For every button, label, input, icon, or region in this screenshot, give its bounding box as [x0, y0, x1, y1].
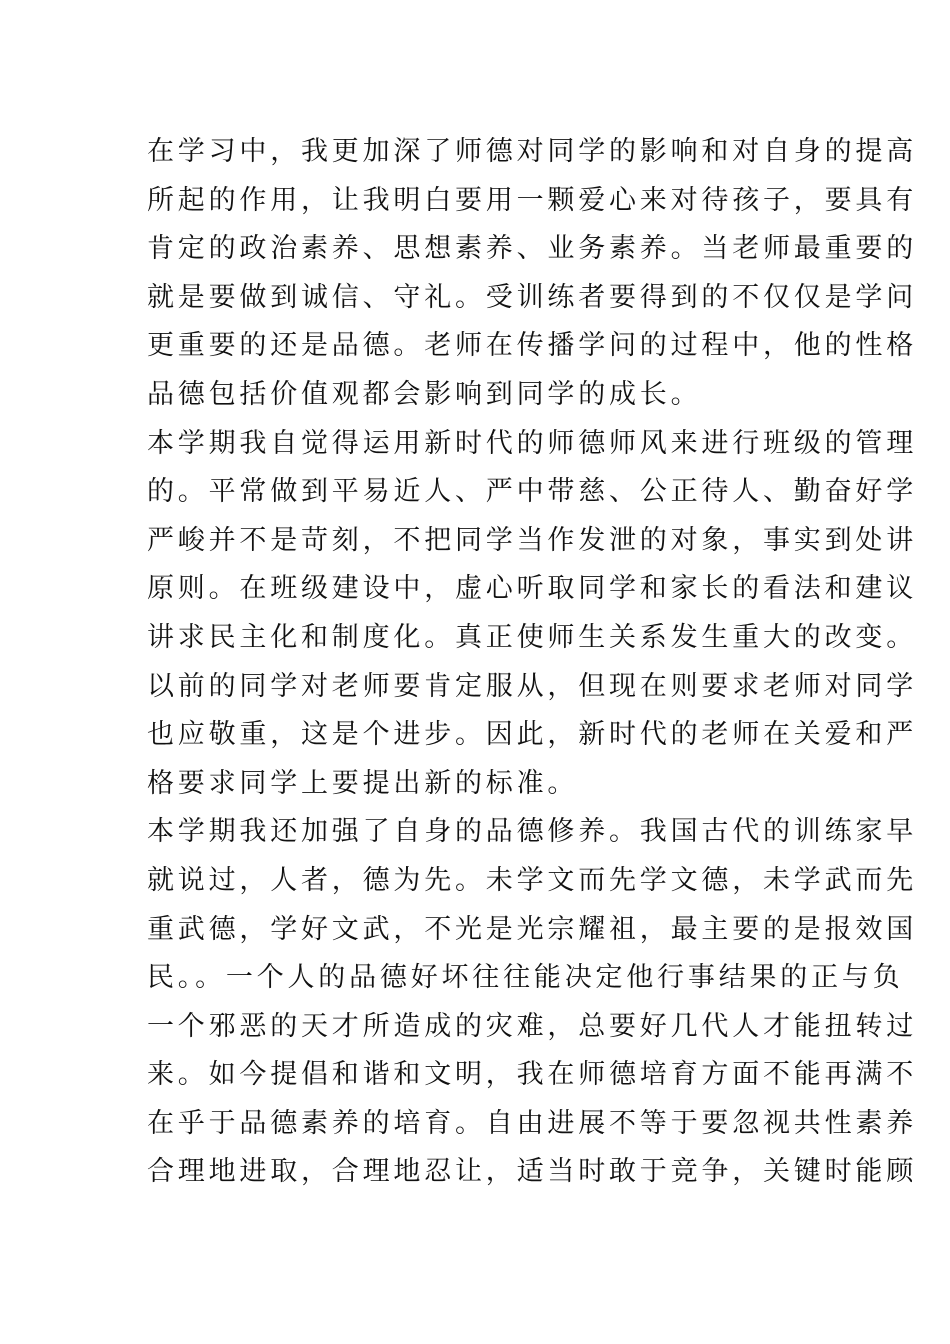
text-line: 一个邪恶的天才所造成的灾难，总要好几代人才能扭转过 — [147, 1010, 917, 1042]
text-line: 本学期我还加强了自身的品德修养。我国古代的训练家早 — [147, 816, 917, 848]
text-line: 肯定的政治素养、思想素养、业务素养。当老师最重要的 — [147, 233, 917, 265]
text-line: 原则。在班级建设中，虚心听取同学和家长的看法和建议 — [147, 573, 917, 605]
text-line: 严峻并不是苛刻，不把同学当作发泄的对象，事实到处讲 — [147, 524, 917, 556]
text-line: 以前的同学对老师要肯定服从，但现在则要求老师对同学 — [147, 670, 917, 702]
text-line: 所起的作用，让我明白要用一颗爱心来对待孩子，要具有 — [147, 184, 917, 216]
text-line: 就是要做到诚信、守礼。受训练者要得到的不仅仅是学问 — [147, 281, 917, 313]
text-line: 格要求同学上要提出新的标准。 — [147, 767, 579, 799]
text-line: 来。如今提倡和谐和文明，我在师德培育方面不能再满不 — [147, 1059, 917, 1091]
text-line: 品德包括价值观都会影响到同学的成长。 — [147, 378, 702, 410]
text-line: 重武德，学好文武，不光是光宗耀祖，最主要的是报效国 — [147, 913, 917, 945]
text-line: 讲求民主化和制度化。真正使师生关系发生重大的改变。 — [147, 621, 917, 653]
text-line: 本学期我自觉得运用新时代的师德师风来进行班级的管理 — [147, 427, 917, 459]
text-line: 在学习中，我更加深了师德对同学的影响和对自身的提高 — [147, 136, 917, 167]
text-line: 在乎于品德素养的培育。自由进展不等于要忽视共性素养 — [147, 1107, 917, 1139]
text-line: 更重要的还是品德。老师在传播学问的过程中，他的性格 — [147, 330, 917, 362]
body-text — [147, 128, 917, 1197]
text-line: 民。。一个人的品德好坏往往能决定他行事结果的正与负 — [147, 962, 904, 994]
text-line: 也应敬重，这是个进步。因此，新时代的老师在关爱和严 — [147, 719, 917, 751]
text-line: 就说过，人者，德为先。未学文而先学文德，未学武而先 — [147, 864, 917, 896]
text-line: 合理地进取，合理地忍让，适当时敢于竞争，关键时能顾 — [147, 1156, 917, 1188]
text-line: 的。平常做到平易近人、严中带慈、公正待人、勤奋好学 — [147, 476, 917, 508]
